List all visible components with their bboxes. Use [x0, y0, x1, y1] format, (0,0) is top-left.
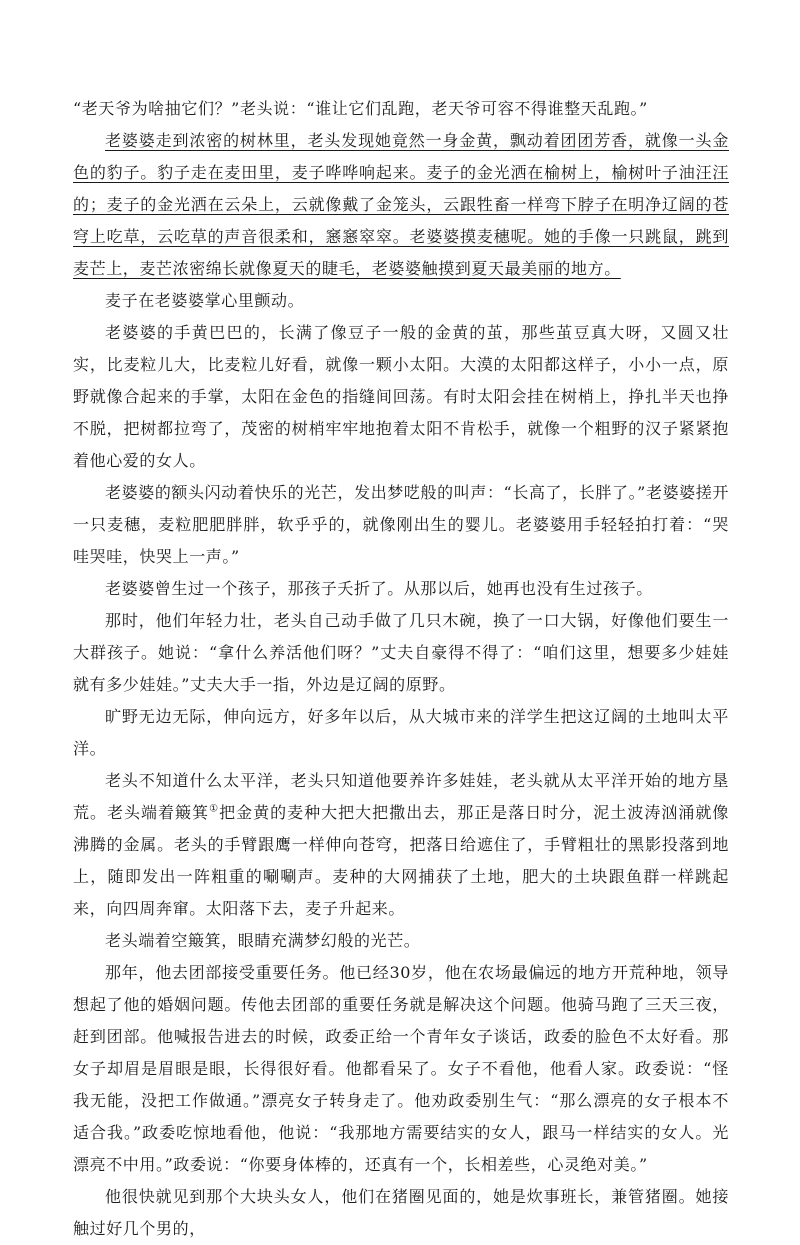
paragraph-9	[73, 765, 729, 925]
paragraph-9-text-after: 把金黄的麦种大把大把撒出去，那正是落日时分，泥土波涛汹涌就像沸腾的金属。老头的手臂跟鹰一样伸向苍穹，把落日给遮住了，手臂粗壮的黑影投落到地上，随即发出一阵粗重的唰唰声。麦种的大网捕获了土地，肥大的土块跟鱼群一样跳起来，向四周奔窜。太阳落下去，麦子升起来。	[73, 803, 729, 918]
paragraph-10: 老头端着空簸箕，眼睛充满梦幻般的光芒。	[105, 931, 421, 950]
document-page	[73, 93, 729, 1245]
paragraph-7: 那时，他们年轻力壮，老头自己动手做了几只木碗，换了一口大锅，好像他们要生一大群孩子。她说：“拿什么养活他们呀？”丈夫自豪得不得了：“咱们这里，想要多少娃娃就有多少娃娃。”丈夫大手一指，外边是辽阔的原野。	[73, 611, 729, 694]
paragraph-11: 那年，他去团部接受重要任务。他已经30岁，他在农场最偏远的地方开荒种地，领导想起了他的婚姻问题。传他去团部的重要任务就是解决这个问题。他骑马跑了三天三夜，赶到团部。他喊报告进去的时候，政委正给一个青年女子谈话，政委的脸色不太好看。那女子却眉是眉眼是眼，长得很好看。他都看呆了。女子不看他，他看人家。政委说：“怪我无能，没把工作做通。”漂亮女子转身走了。他劝政委别生气：“那么漂亮的女子根本不适合我。”政委吃惊地看他，他说：“我那地方需要结实的女人，跟马一样结实的女人。光漂亮不中用。”政委说：“你要身体棒的，还真有一个，长相差些，心灵绝对美。”	[73, 963, 729, 1174]
paragraph-3: 麦子在老婆婆掌心里颤动。	[105, 291, 305, 310]
footnote-marker: ①	[209, 803, 220, 815]
paragraph-5: 老婆婆的额头闪动着快乐的光芒，发出梦呓般的叫声：“长高了，长胖了。”老婆婆搓开一只麦穗，麦粒肥肥胖胖，软乎乎的，就像刚出生的婴儿。老婆婆用手轻轻拍打着：“哭哇哭哇，快哭上一声。”	[73, 483, 729, 566]
paragraph-1: “老天爷为啥抽它们？”老头说：“谁让它们乱跑，老天爷可容不得谁整天乱跑。”	[73, 99, 648, 118]
paragraph-4: 老婆婆的手黄巴巴的，长满了像豆子一般的金黄的茧，那些茧豆真大呀，又圆又壮实，比麦粒儿大，比麦粒儿好看，就像一颗小太阳。大漠的太阳都这样子，小小一点，原野就像合起来的手掌，太阳在金色的指缝间回荡。有时太阳会挂在树梢上，挣扎半天也挣不脱，把树都拉弯了，茂密的树梢牢牢地抱着太阳不肯松手，就像一个粗野的汉子紧紧抱着他心爱的女人。	[73, 323, 729, 470]
paragraph-12: 他很快就见到那个大块头女人，他们在猪圈见面的，她是炊事班长，兼管猪圈。她接触过好几个男的，	[73, 1187, 729, 1238]
paragraph-8: 旷野无边无际，伸向远方，好多年以后，从大城市来的洋学生把这辽阔的土地叫太平洋。	[73, 707, 729, 758]
paragraph-6: 老婆婆曾生过一个孩子，那孩子夭折了。从那以后，她再也没有生过孩子。	[105, 579, 653, 598]
paragraph-2-underlined: 老婆婆走到浓密的树林里，老头发现她竟然一身金黄，飘动着团团芳香，就像一头金色的豹子。豹子走在麦田里，麦子哗哗响起来。麦子的金光洒在榆树上，榆树叶子油汪汪的；麦子的金光洒在云朵上，云就像戴了金笼头，云跟牲畜一样弯下脖子在明净辽阔的苍穹上吃草，云吃草的声音很柔和，窸窸窣窣。老婆婆摸麦穗呢。她的手像一只跳鼠，跳到麦芒上，麦芒浓密绵长就像夏天的睫毛，老婆婆触摸到夏天最美丽的地方。	[73, 131, 729, 278]
paragraph-9-text-before: 老头不知道什么太平洋，老头只知道他要养许多娃娃，老头就从太平洋开始的地方垦荒。老头端着簸箕	[73, 771, 729, 822]
